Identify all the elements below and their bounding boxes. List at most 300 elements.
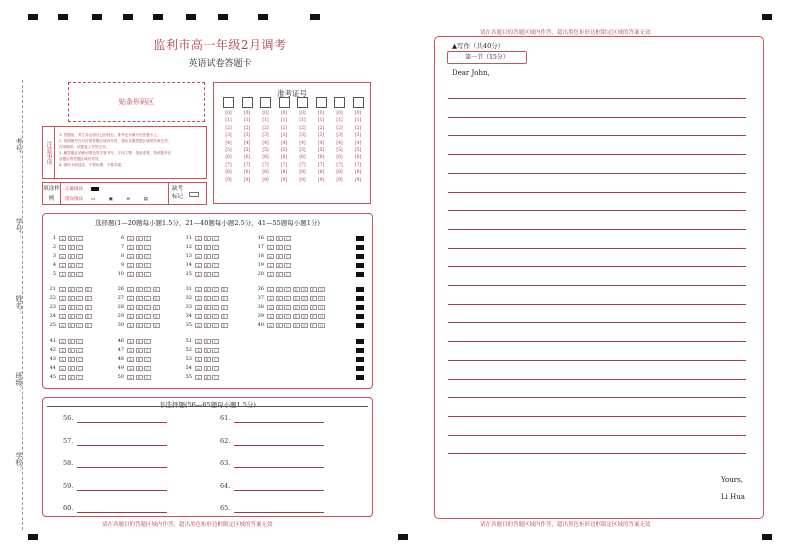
- writing-line[interactable]: [448, 285, 746, 286]
- option-bubble[interactable]: B: [68, 339, 75, 344]
- option-bubble[interactable]: E: [301, 314, 308, 319]
- option-bubble[interactable]: A: [195, 245, 202, 250]
- option-bubble[interactable]: C: [144, 245, 151, 250]
- exam-digit-bubble[interactable]: [2]: [299, 125, 306, 131]
- exam-digit-bubble[interactable]: [6]: [354, 155, 362, 161]
- option-bubble[interactable]: B: [68, 296, 75, 301]
- writing-line[interactable]: [448, 210, 746, 211]
- exam-digit-bubble[interactable]: [8]: [299, 170, 306, 176]
- option-bubble[interactable]: A: [127, 348, 134, 353]
- exam-digit-bubble[interactable]: [4]: [336, 140, 343, 146]
- exam-digit-bubble[interactable]: [6]: [317, 155, 325, 161]
- exam-digit-bubble[interactable]: [1]: [317, 118, 325, 124]
- option-bubble[interactable]: B: [136, 254, 143, 259]
- option-bubble[interactable]: B: [204, 305, 211, 310]
- option-bubble[interactable]: D: [293, 305, 300, 310]
- exam-digit-bubble[interactable]: [9]: [280, 177, 288, 183]
- option-bubble[interactable]: C: [212, 366, 219, 371]
- exam-digit-bubble[interactable]: [0]: [262, 111, 269, 116]
- option-bubble[interactable]: D: [221, 296, 228, 301]
- option-bubble[interactable]: A: [127, 236, 134, 241]
- option-bubble[interactable]: B: [68, 357, 75, 362]
- option-bubble[interactable]: B: [204, 236, 211, 241]
- option-bubble[interactable]: A: [195, 254, 202, 259]
- writing-line[interactable]: [448, 453, 746, 454]
- option-bubble[interactable]: A: [59, 339, 66, 344]
- writing-line[interactable]: [448, 98, 746, 99]
- option-bubble[interactable]: C: [76, 287, 83, 292]
- option-bubble[interactable]: B: [204, 357, 211, 362]
- option-bubble[interactable]: D: [85, 296, 92, 301]
- option-bubble[interactable]: A: [59, 245, 66, 250]
- option-bubble[interactable]: C: [76, 263, 83, 268]
- exam-digit-bubble[interactable]: [8]: [243, 170, 251, 176]
- option-bubble[interactable]: C: [212, 375, 219, 380]
- option-bubble[interactable]: C: [284, 323, 291, 328]
- option-bubble[interactable]: C: [144, 348, 151, 353]
- option-bubble[interactable]: B: [68, 375, 75, 380]
- writing-line[interactable]: [448, 341, 746, 342]
- option-bubble[interactable]: A: [59, 314, 66, 319]
- option-bubble[interactable]: B: [276, 272, 283, 277]
- option-bubble[interactable]: C: [76, 314, 83, 319]
- exam-digit-bubble[interactable]: [3]: [262, 133, 269, 139]
- exam-digit-bubble[interactable]: [4]: [354, 140, 362, 146]
- exam-digit-write-box[interactable]: [223, 97, 234, 108]
- exam-digit-bubble[interactable]: [1]: [354, 118, 362, 124]
- exam-digit-bubble[interactable]: [3]: [317, 133, 325, 139]
- exam-digit-write-box[interactable]: [297, 97, 308, 108]
- option-bubble[interactable]: D: [221, 305, 228, 310]
- option-bubble[interactable]: B: [136, 339, 143, 344]
- option-bubble[interactable]: C: [144, 305, 151, 310]
- writing-line[interactable]: [448, 248, 746, 249]
- writing-line[interactable]: [448, 416, 746, 417]
- option-bubble[interactable]: C: [212, 339, 219, 344]
- option-bubble[interactable]: E: [301, 296, 308, 301]
- option-bubble[interactable]: A: [59, 305, 66, 310]
- option-bubble[interactable]: C: [284, 263, 291, 268]
- option-bubble[interactable]: B: [276, 314, 283, 319]
- writing-line[interactable]: [448, 322, 746, 323]
- exam-digit-bubble[interactable]: [5]: [317, 147, 325, 153]
- option-bubble[interactable]: C: [76, 348, 83, 353]
- option-bubble[interactable]: C: [284, 305, 291, 310]
- option-bubble[interactable]: E: [301, 287, 308, 292]
- option-bubble[interactable]: C: [76, 375, 83, 380]
- option-bubble[interactable]: A: [127, 357, 134, 362]
- exam-digit-bubble[interactable]: [6]: [225, 155, 232, 161]
- option-bubble[interactable]: B: [204, 348, 211, 353]
- option-bubble[interactable]: C: [76, 305, 83, 310]
- exam-digit-bubble[interactable]: [9]: [225, 177, 232, 183]
- option-bubble[interactable]: A: [127, 323, 134, 328]
- option-bubble[interactable]: A: [195, 287, 202, 292]
- exam-digit-bubble[interactable]: [9]: [299, 177, 306, 183]
- option-bubble[interactable]: A: [195, 272, 202, 277]
- writing-line[interactable]: [448, 154, 746, 155]
- option-bubble[interactable]: C: [144, 366, 151, 371]
- option-bubble[interactable]: B: [136, 375, 143, 380]
- option-bubble[interactable]: B: [204, 254, 211, 259]
- option-bubble[interactable]: B: [136, 323, 143, 328]
- exam-digit-bubble[interactable]: [5]: [280, 147, 288, 153]
- option-bubble[interactable]: F: [310, 287, 317, 292]
- option-bubble[interactable]: C: [284, 287, 291, 292]
- exam-digit-bubble[interactable]: [9]: [262, 177, 269, 183]
- nonchoice-answer-line[interactable]: [234, 445, 324, 446]
- option-bubble[interactable]: C: [212, 254, 219, 259]
- exam-digit-bubble[interactable]: [0]: [317, 111, 325, 116]
- exam-digit-bubble[interactable]: [7]: [262, 162, 269, 168]
- option-bubble[interactable]: C: [212, 305, 219, 310]
- option-bubble[interactable]: D: [85, 305, 92, 310]
- exam-digit-bubble[interactable]: [7]: [317, 162, 325, 168]
- nonchoice-answer-line[interactable]: [77, 467, 167, 468]
- exam-digit-bubble[interactable]: [1]: [225, 118, 232, 124]
- exam-digit-bubble[interactable]: [4]: [225, 140, 232, 146]
- option-bubble[interactable]: A: [267, 272, 274, 277]
- option-bubble[interactable]: C: [212, 245, 219, 250]
- option-bubble[interactable]: B: [68, 366, 75, 371]
- option-bubble[interactable]: A: [267, 323, 274, 328]
- exam-digit-bubble[interactable]: [0]: [243, 111, 251, 116]
- writing-line[interactable]: [448, 229, 746, 230]
- exam-digit-bubble[interactable]: [7]: [299, 162, 306, 168]
- option-bubble[interactable]: B: [276, 245, 283, 250]
- exam-digit-bubble[interactable]: [5]: [225, 147, 232, 153]
- exam-digit-bubble[interactable]: [1]: [262, 118, 269, 124]
- option-bubble[interactable]: B: [136, 305, 143, 310]
- option-bubble[interactable]: B: [204, 323, 211, 328]
- option-bubble[interactable]: A: [127, 287, 134, 292]
- exam-digit-bubble[interactable]: [6]: [336, 155, 343, 161]
- option-bubble[interactable]: C: [212, 272, 219, 277]
- exam-digit-bubble[interactable]: [3]: [280, 133, 288, 139]
- option-bubble[interactable]: D: [221, 287, 228, 292]
- option-bubble[interactable]: C: [76, 357, 83, 362]
- option-bubble[interactable]: B: [68, 263, 75, 268]
- option-bubble[interactable]: G: [318, 296, 325, 301]
- option-bubble[interactable]: A: [195, 339, 202, 344]
- exam-digit-write-box[interactable]: [279, 97, 290, 108]
- exam-digit-bubble[interactable]: [7]: [336, 162, 343, 168]
- option-bubble[interactable]: C: [76, 339, 83, 344]
- option-bubble[interactable]: A: [195, 305, 202, 310]
- option-bubble[interactable]: B: [68, 236, 75, 241]
- writing-line[interactable]: [448, 360, 746, 361]
- option-bubble[interactable]: C: [144, 287, 151, 292]
- nonchoice-answer-line[interactable]: [234, 512, 324, 513]
- option-bubble[interactable]: B: [136, 348, 143, 353]
- writing-line[interactable]: [448, 117, 746, 118]
- writing-line[interactable]: [448, 397, 746, 398]
- option-bubble[interactable]: B: [136, 245, 143, 250]
- option-bubble[interactable]: D: [153, 305, 160, 310]
- writing-line[interactable]: [448, 135, 746, 136]
- option-bubble[interactable]: G: [318, 314, 325, 319]
- option-bubble[interactable]: B: [204, 375, 211, 380]
- option-bubble[interactable]: A: [195, 366, 202, 371]
- option-bubble[interactable]: B: [68, 272, 75, 277]
- option-bubble[interactable]: C: [284, 236, 291, 241]
- exam-digit-bubble[interactable]: [3]: [354, 133, 362, 139]
- option-bubble[interactable]: C: [284, 314, 291, 319]
- option-bubble[interactable]: B: [276, 236, 283, 241]
- exam-digit-bubble[interactable]: [2]: [225, 125, 232, 131]
- option-bubble[interactable]: C: [76, 366, 83, 371]
- exam-digit-bubble[interactable]: [2]: [262, 125, 269, 131]
- option-bubble[interactable]: C: [284, 245, 291, 250]
- exam-digit-bubble[interactable]: [6]: [243, 155, 251, 161]
- exam-digit-bubble[interactable]: [0]: [225, 111, 232, 116]
- option-bubble[interactable]: B: [204, 339, 211, 344]
- option-bubble[interactable]: A: [59, 357, 66, 362]
- option-bubble[interactable]: C: [284, 272, 291, 277]
- option-bubble[interactable]: C: [212, 236, 219, 241]
- option-bubble[interactable]: C: [212, 296, 219, 301]
- option-bubble[interactable]: A: [59, 296, 66, 301]
- exam-digit-bubble[interactable]: [3]: [243, 133, 251, 139]
- exam-digit-bubble[interactable]: [5]: [262, 147, 269, 153]
- exam-digit-bubble[interactable]: [4]: [317, 140, 325, 146]
- option-bubble[interactable]: C: [76, 323, 83, 328]
- option-bubble[interactable]: A: [59, 254, 66, 259]
- option-bubble[interactable]: D: [85, 287, 92, 292]
- option-bubble[interactable]: A: [127, 245, 134, 250]
- option-bubble[interactable]: F: [310, 323, 317, 328]
- option-bubble[interactable]: C: [144, 263, 151, 268]
- option-bubble[interactable]: C: [284, 296, 291, 301]
- exam-digit-bubble[interactable]: [1]: [299, 118, 306, 124]
- option-bubble[interactable]: C: [144, 323, 151, 328]
- option-bubble[interactable]: A: [127, 296, 134, 301]
- option-bubble[interactable]: C: [144, 272, 151, 277]
- option-bubble[interactable]: A: [59, 272, 66, 277]
- exam-digit-write-box[interactable]: [334, 97, 345, 108]
- option-bubble[interactable]: C: [144, 357, 151, 362]
- exam-digit-bubble[interactable]: [7]: [354, 162, 362, 168]
- exam-digit-bubble[interactable]: [8]: [336, 170, 343, 176]
- option-bubble[interactable]: A: [59, 287, 66, 292]
- option-bubble[interactable]: B: [136, 272, 143, 277]
- nonchoice-answer-line[interactable]: [77, 490, 167, 491]
- option-bubble[interactable]: A: [127, 366, 134, 371]
- writing-line[interactable]: [448, 435, 746, 436]
- exam-digit-write-box[interactable]: [242, 97, 253, 108]
- option-bubble[interactable]: B: [204, 296, 211, 301]
- nonchoice-answer-line[interactable]: [77, 512, 167, 513]
- option-bubble[interactable]: C: [212, 287, 219, 292]
- option-bubble[interactable]: B: [68, 348, 75, 353]
- option-bubble[interactable]: B: [136, 296, 143, 301]
- option-bubble[interactable]: E: [301, 305, 308, 310]
- option-bubble[interactable]: C: [76, 236, 83, 241]
- option-bubble[interactable]: B: [136, 287, 143, 292]
- option-bubble[interactable]: C: [212, 348, 219, 353]
- option-bubble[interactable]: B: [68, 254, 75, 259]
- nonchoice-answer-line[interactable]: [77, 445, 167, 446]
- option-bubble[interactable]: A: [267, 263, 274, 268]
- exam-digit-bubble[interactable]: [9]: [354, 177, 362, 183]
- exam-digit-bubble[interactable]: [9]: [336, 177, 343, 183]
- option-bubble[interactable]: C: [284, 254, 291, 259]
- exam-digit-bubble[interactable]: [1]: [243, 118, 251, 124]
- exam-digit-bubble[interactable]: [2]: [317, 125, 325, 131]
- option-bubble[interactable]: A: [267, 254, 274, 259]
- exam-digit-bubble[interactable]: [4]: [243, 140, 251, 146]
- exam-digit-bubble[interactable]: [3]: [336, 133, 343, 139]
- exam-digit-bubble[interactable]: [6]: [299, 155, 306, 161]
- option-bubble[interactable]: F: [310, 314, 317, 319]
- option-bubble[interactable]: B: [276, 254, 283, 259]
- option-bubble[interactable]: A: [195, 263, 202, 268]
- exam-digit-bubble[interactable]: [8]: [225, 170, 232, 176]
- option-bubble[interactable]: B: [68, 245, 75, 250]
- option-bubble[interactable]: G: [318, 305, 325, 310]
- nonchoice-answer-line[interactable]: [234, 422, 324, 423]
- option-bubble[interactable]: B: [204, 245, 211, 250]
- option-bubble[interactable]: D: [221, 323, 228, 328]
- exam-digit-write-box[interactable]: [353, 97, 364, 108]
- option-bubble[interactable]: C: [76, 272, 83, 277]
- nonchoice-answer-line[interactable]: [234, 490, 324, 491]
- option-bubble[interactable]: B: [276, 296, 283, 301]
- option-bubble[interactable]: B: [276, 263, 283, 268]
- option-bubble[interactable]: D: [85, 323, 92, 328]
- exam-digit-bubble[interactable]: [4]: [262, 140, 269, 146]
- option-bubble[interactable]: A: [195, 348, 202, 353]
- option-bubble[interactable]: A: [267, 305, 274, 310]
- option-bubble[interactable]: A: [195, 323, 202, 328]
- exam-digit-bubble[interactable]: [5]: [354, 147, 362, 153]
- option-bubble[interactable]: C: [144, 296, 151, 301]
- exam-digit-bubble[interactable]: [8]: [354, 170, 362, 176]
- option-bubble[interactable]: A: [267, 296, 274, 301]
- exam-digit-bubble[interactable]: [0]: [280, 111, 288, 116]
- exam-digit-bubble[interactable]: [6]: [262, 155, 269, 161]
- option-bubble[interactable]: A: [267, 245, 274, 250]
- option-bubble[interactable]: D: [153, 323, 160, 328]
- option-bubble[interactable]: G: [318, 323, 325, 328]
- option-bubble[interactable]: B: [204, 263, 211, 268]
- option-bubble[interactable]: B: [68, 323, 75, 328]
- exam-digit-bubble[interactable]: [8]: [262, 170, 269, 176]
- option-bubble[interactable]: B: [68, 287, 75, 292]
- option-bubble[interactable]: B: [204, 366, 211, 371]
- option-bubble[interactable]: G: [318, 287, 325, 292]
- option-bubble[interactable]: A: [127, 272, 134, 277]
- exam-digit-write-box[interactable]: [316, 97, 327, 108]
- option-bubble[interactable]: A: [127, 305, 134, 310]
- nonchoice-answer-line[interactable]: [77, 422, 167, 423]
- option-bubble[interactable]: C: [144, 314, 151, 319]
- option-bubble[interactable]: B: [136, 366, 143, 371]
- option-bubble[interactable]: A: [59, 348, 66, 353]
- option-bubble[interactable]: B: [276, 287, 283, 292]
- option-bubble[interactable]: A: [59, 263, 66, 268]
- exam-digit-bubble[interactable]: [4]: [280, 140, 288, 146]
- option-bubble[interactable]: F: [310, 305, 317, 310]
- nonchoice-answer-line[interactable]: [234, 467, 324, 468]
- option-bubble[interactable]: D: [221, 314, 228, 319]
- option-bubble[interactable]: E: [301, 323, 308, 328]
- writing-line[interactable]: [448, 192, 746, 193]
- exam-digit-bubble[interactable]: [5]: [243, 147, 251, 153]
- option-bubble[interactable]: C: [212, 357, 219, 362]
- option-bubble[interactable]: C: [212, 323, 219, 328]
- exam-digit-bubble[interactable]: [0]: [336, 111, 343, 116]
- option-bubble[interactable]: B: [204, 287, 211, 292]
- exam-digit-bubble[interactable]: [9]: [317, 177, 325, 183]
- exam-digit-bubble[interactable]: [0]: [354, 111, 362, 116]
- exam-digit-bubble[interactable]: [8]: [317, 170, 325, 176]
- option-bubble[interactable]: A: [59, 236, 66, 241]
- option-bubble[interactable]: D: [293, 314, 300, 319]
- option-bubble[interactable]: D: [293, 323, 300, 328]
- option-bubble[interactable]: A: [127, 375, 134, 380]
- option-bubble[interactable]: A: [59, 323, 66, 328]
- exam-digit-write-box[interactable]: [260, 97, 271, 108]
- option-bubble[interactable]: B: [68, 305, 75, 310]
- missing-mark-bubble[interactable]: [189, 192, 199, 197]
- option-bubble[interactable]: A: [195, 314, 202, 319]
- option-bubble[interactable]: A: [127, 314, 134, 319]
- option-bubble[interactable]: A: [127, 339, 134, 344]
- option-bubble[interactable]: C: [76, 245, 83, 250]
- option-bubble[interactable]: A: [267, 287, 274, 292]
- writing-line[interactable]: [448, 173, 746, 174]
- writing-line[interactable]: [448, 304, 746, 305]
- option-bubble[interactable]: B: [136, 314, 143, 319]
- option-bubble[interactable]: A: [195, 296, 202, 301]
- option-bubble[interactable]: D: [153, 314, 160, 319]
- exam-digit-bubble[interactable]: [9]: [243, 177, 251, 183]
- option-bubble[interactable]: A: [267, 236, 274, 241]
- option-bubble[interactable]: C: [144, 254, 151, 259]
- exam-digit-bubble[interactable]: [7]: [243, 162, 251, 168]
- option-bubble[interactable]: A: [127, 254, 134, 259]
- option-bubble[interactable]: B: [204, 314, 211, 319]
- exam-digit-bubble[interactable]: [1]: [336, 118, 343, 124]
- option-bubble[interactable]: C: [212, 314, 219, 319]
- exam-digit-bubble[interactable]: [6]: [280, 155, 288, 161]
- option-bubble[interactable]: C: [76, 296, 83, 301]
- exam-digit-bubble[interactable]: [7]: [280, 162, 288, 168]
- option-bubble[interactable]: A: [195, 357, 202, 362]
- option-bubble[interactable]: B: [204, 272, 211, 277]
- option-bubble[interactable]: A: [267, 314, 274, 319]
- option-bubble[interactable]: C: [144, 236, 151, 241]
- exam-digit-bubble[interactable]: [0]: [299, 111, 306, 116]
- exam-digit-bubble[interactable]: [8]: [280, 170, 288, 176]
- option-bubble[interactable]: B: [136, 357, 143, 362]
- option-bubble[interactable]: F: [310, 296, 317, 301]
- option-bubble[interactable]: D: [293, 296, 300, 301]
- exam-digit-bubble[interactable]: [1]: [280, 118, 288, 124]
- option-bubble[interactable]: D: [85, 314, 92, 319]
- exam-digit-bubble[interactable]: [3]: [225, 133, 232, 139]
- exam-digit-bubble[interactable]: [5]: [336, 147, 343, 153]
- option-bubble[interactable]: B: [136, 236, 143, 241]
- exam-digit-bubble[interactable]: [2]: [280, 125, 288, 131]
- option-bubble[interactable]: C: [144, 375, 151, 380]
- option-bubble[interactable]: B: [276, 323, 283, 328]
- exam-digit-bubble[interactable]: [4]: [299, 140, 306, 146]
- option-bubble[interactable]: A: [195, 375, 202, 380]
- option-bubble[interactable]: D: [153, 296, 160, 301]
- exam-digit-bubble[interactable]: [2]: [354, 125, 362, 131]
